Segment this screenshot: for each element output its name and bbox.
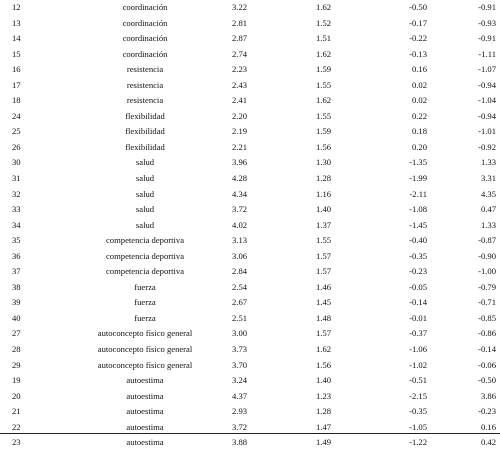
mean-cell: 3.73 <box>232 344 248 355</box>
factor-cell: autoestima <box>126 406 164 417</box>
table-row <box>0 202 500 218</box>
mean-cell: 2.41 <box>232 95 248 106</box>
kurtosis-cell: -0.93 <box>478 17 496 28</box>
table-row <box>0 93 500 109</box>
skewness-cell: -0.05 <box>409 281 427 292</box>
skewness-cell: -0.14 <box>409 297 427 308</box>
mean-cell: 3.70 <box>232 359 248 370</box>
skewness-cell: -2.11 <box>409 188 427 199</box>
table-row <box>0 373 500 389</box>
factor-cell: autoconcepto físico general <box>97 344 193 355</box>
standard-deviation-cell: 1.57 <box>316 250 332 261</box>
standard-deviation-cell: 1.37 <box>316 219 332 230</box>
table-row <box>0 404 500 420</box>
standard-deviation-cell: 1.57 <box>316 266 332 277</box>
factor-cell: competencia deportiva <box>105 266 185 277</box>
factor-cell: autoconcepto físico general <box>97 328 193 339</box>
item-number-cell: 20 <box>12 390 21 401</box>
mean-cell: 4.02 <box>232 219 248 230</box>
kurtosis-cell: -1.07 <box>478 64 496 75</box>
table-row <box>0 187 500 203</box>
kurtosis-cell: -0.94 <box>478 79 496 90</box>
factor-cell: salud <box>135 188 155 199</box>
factor-cell: salud <box>135 204 155 215</box>
standard-deviation-cell: 1.56 <box>316 141 332 152</box>
standard-deviation-cell: 1.56 <box>316 359 332 370</box>
mean-cell: 3.96 <box>232 157 248 168</box>
standard-deviation-cell: 1.62 <box>316 2 332 12</box>
item-number-cell: 32 <box>12 188 21 199</box>
kurtosis-cell: -0.14 <box>478 344 496 355</box>
factor-cell: flexibilidad <box>125 126 165 137</box>
mean-cell: 2.87 <box>232 33 248 44</box>
item-number-cell: 36 <box>12 250 21 261</box>
kurtosis-cell: -0.91 <box>478 33 496 44</box>
factor-cell: coordinación <box>122 2 168 12</box>
mean-cell: 2.19 <box>232 126 248 137</box>
skewness-cell: -1.35 <box>409 157 427 168</box>
kurtosis-cell: -0.92 <box>478 141 496 152</box>
mean-cell: 2.81 <box>232 17 248 28</box>
factor-cell: flexibilidad <box>125 110 165 121</box>
kurtosis-cell: -0.71 <box>478 297 496 308</box>
standard-deviation-cell: 1.28 <box>316 406 332 417</box>
skewness-cell: -1.06 <box>409 344 427 355</box>
skewness-cell: -0.35 <box>409 250 427 261</box>
mean-cell: 3.06 <box>232 250 248 261</box>
factor-cell: autoestima <box>126 375 164 386</box>
skewness-cell: -0.37 <box>409 328 427 339</box>
kurtosis-cell: -0.90 <box>478 250 496 261</box>
mean-cell: 4.28 <box>232 173 248 184</box>
table-row <box>0 295 500 311</box>
factor-cell: fuerza <box>134 297 156 308</box>
item-number-cell: 12 <box>12 2 21 12</box>
item-number-cell: 21 <box>12 406 21 417</box>
standard-deviation-cell: 1.45 <box>316 297 332 308</box>
mean-cell: 3.22 <box>232 2 248 12</box>
kurtosis-cell: 1.33 <box>480 157 496 168</box>
mean-cell: 2.84 <box>232 266 248 277</box>
kurtosis-cell: -0.94 <box>478 110 496 121</box>
standard-deviation-cell: 1.52 <box>316 17 332 28</box>
factor-cell: salud <box>135 173 155 184</box>
standard-deviation-cell: 1.59 <box>316 126 332 137</box>
standard-deviation-cell: 1.16 <box>316 188 332 199</box>
factor-cell: flexibilidad <box>125 141 165 152</box>
factor-cell: coordinación <box>122 17 168 28</box>
skewness-cell: -1.99 <box>409 173 427 184</box>
table-row <box>0 31 500 47</box>
skewness-cell: 0.22 <box>411 110 427 121</box>
standard-deviation-cell: 1.62 <box>316 344 332 355</box>
item-number-cell: 34 <box>12 219 21 230</box>
standard-deviation-cell: 1.62 <box>316 48 332 59</box>
kurtosis-cell: 4.35 <box>480 188 496 199</box>
table-row <box>0 233 500 249</box>
kurtosis-cell: 3.86 <box>480 390 496 401</box>
kurtosis-cell: 0.47 <box>480 204 496 215</box>
item-number-cell: 40 <box>12 312 21 323</box>
item-number-cell: 16 <box>12 64 21 75</box>
item-number-cell: 26 <box>12 141 21 152</box>
item-number-cell: 23 <box>12 437 21 448</box>
skewness-cell: -0.51 <box>409 375 427 386</box>
factor-cell: coordinación <box>122 48 168 59</box>
item-number-cell: 22 <box>12 421 21 432</box>
table-row <box>0 0 500 16</box>
factor-cell: autoestima <box>126 421 164 432</box>
mean-cell: 2.67 <box>232 297 248 308</box>
skewness-cell: -1.02 <box>409 359 427 370</box>
standard-deviation-cell: 1.46 <box>316 281 332 292</box>
skewness-cell: -0.23 <box>409 266 427 277</box>
standard-deviation-cell: 1.23 <box>316 390 332 401</box>
factor-cell: fuerza <box>134 312 156 323</box>
factor-cell: autoestima <box>126 437 164 448</box>
item-number-cell: 27 <box>12 328 21 339</box>
mean-cell: 2.74 <box>232 48 248 59</box>
kurtosis-cell: -1.11 <box>478 48 496 59</box>
mean-cell: 2.20 <box>232 110 248 121</box>
skewness-cell: 0.02 <box>411 79 427 90</box>
item-number-cell: 15 <box>12 48 21 59</box>
kurtosis-cell: -1.01 <box>478 126 496 137</box>
table-row <box>0 140 500 156</box>
item-number-cell: 19 <box>12 375 21 386</box>
item-number-cell: 29 <box>12 359 21 370</box>
kurtosis-cell: -0.86 <box>478 328 496 339</box>
skewness-cell: -0.01 <box>409 312 427 323</box>
factor-cell: salud <box>135 157 155 168</box>
standard-deviation-cell: 1.51 <box>316 33 332 44</box>
skewness-cell: 0.20 <box>411 141 427 152</box>
kurtosis-cell: -0.85 <box>478 312 496 323</box>
kurtosis-cell: -0.50 <box>478 375 496 386</box>
standard-deviation-cell: 1.57 <box>316 328 332 339</box>
item-number-cell: 38 <box>12 281 21 292</box>
factor-cell: competencia deportiva <box>105 235 185 246</box>
kurtosis-cell: 0.42 <box>480 437 496 448</box>
table-row <box>0 171 500 187</box>
table-row <box>0 155 500 171</box>
skewness-cell: -1.22 <box>409 437 427 448</box>
table-row <box>0 109 500 125</box>
kurtosis-cell: 3.31 <box>480 173 496 184</box>
standard-deviation-cell: 1.55 <box>316 79 332 90</box>
skewness-cell: -1.08 <box>409 204 427 215</box>
skewness-cell: -0.13 <box>409 48 427 59</box>
kurtosis-cell: -0.87 <box>478 235 496 246</box>
standard-deviation-cell: 1.62 <box>316 95 332 106</box>
table-row <box>0 47 500 63</box>
table-row <box>0 358 500 374</box>
factor-cell: competencia deportiva <box>105 250 185 261</box>
mean-cell: 2.21 <box>232 141 248 152</box>
table-row <box>0 218 500 234</box>
mean-cell: 3.24 <box>232 375 248 386</box>
skewness-cell: 0.02 <box>411 95 427 106</box>
kurtosis-cell: -0.23 <box>478 406 496 417</box>
mean-cell: 3.72 <box>232 421 248 432</box>
table-row <box>0 389 500 405</box>
kurtosis-cell: -1.04 <box>478 95 496 106</box>
mean-cell: 3.88 <box>232 437 248 448</box>
skewness-cell: -0.17 <box>409 17 427 28</box>
factor-cell: autoconcepto físico general <box>97 359 193 370</box>
item-number-cell: 28 <box>12 344 21 355</box>
table-row <box>0 311 500 327</box>
standard-deviation-cell: 1.40 <box>316 204 332 215</box>
item-number-cell: 24 <box>12 110 21 121</box>
standard-deviation-cell: 1.47 <box>316 421 332 432</box>
item-number-cell: 35 <box>12 235 21 246</box>
standard-deviation-cell: 1.49 <box>316 437 332 448</box>
table-row <box>0 264 500 280</box>
factor-cell: resistencia <box>126 95 164 106</box>
factor-cell: coordinación <box>122 33 168 44</box>
mean-cell: 2.93 <box>232 406 248 417</box>
skewness-cell: -2.15 <box>409 390 427 401</box>
factor-cell: autoestima <box>126 390 164 401</box>
item-number-cell: 33 <box>12 204 21 215</box>
kurtosis-cell: -0.06 <box>478 359 496 370</box>
item-number-cell: 14 <box>12 33 21 44</box>
skewness-cell: -0.40 <box>409 235 427 246</box>
table-bottom-rule <box>0 433 500 434</box>
table-row <box>0 280 500 296</box>
item-number-cell: 13 <box>12 17 21 28</box>
table-row <box>0 249 500 265</box>
skewness-cell: -0.22 <box>409 33 427 44</box>
item-number-cell: 17 <box>12 79 21 90</box>
skewness-cell: -1.45 <box>409 219 427 230</box>
table-row <box>0 62 500 78</box>
mean-cell: 2.51 <box>232 312 248 323</box>
skewness-cell: -0.50 <box>409 2 427 12</box>
table-row <box>0 326 500 342</box>
standard-deviation-cell: 1.30 <box>316 157 332 168</box>
item-number-cell: 18 <box>12 95 21 106</box>
standard-deviation-cell: 1.28 <box>316 173 332 184</box>
mean-cell: 3.00 <box>232 328 248 339</box>
standard-deviation-cell: 1.55 <box>316 110 332 121</box>
factor-cell: salud <box>135 219 155 230</box>
item-number-cell: 39 <box>12 297 21 308</box>
mean-cell: 3.72 <box>232 204 248 215</box>
standard-deviation-cell: 1.55 <box>316 235 332 246</box>
kurtosis-cell: 0.16 <box>480 421 496 432</box>
item-number-cell: 30 <box>12 157 21 168</box>
skewness-cell: -1.05 <box>409 421 427 432</box>
mean-cell: 4.37 <box>232 390 248 401</box>
kurtosis-cell: -1.00 <box>478 266 496 277</box>
standard-deviation-cell: 1.59 <box>316 64 332 75</box>
mean-cell: 2.54 <box>232 281 248 292</box>
standard-deviation-cell: 1.48 <box>316 312 332 323</box>
factor-cell: fuerza <box>134 281 156 292</box>
mean-cell: 3.13 <box>232 235 248 246</box>
skewness-cell: -0.35 <box>409 406 427 417</box>
mean-cell: 2.23 <box>232 64 248 75</box>
skewness-cell: 0.16 <box>411 64 427 75</box>
table-row <box>0 16 500 32</box>
item-number-cell: 31 <box>12 173 21 184</box>
kurtosis-cell: 1.33 <box>480 219 496 230</box>
table-row <box>0 78 500 94</box>
mean-cell: 2.43 <box>232 79 248 90</box>
table-row <box>0 124 500 140</box>
table-row <box>0 342 500 358</box>
standard-deviation-cell: 1.40 <box>316 375 332 386</box>
kurtosis-cell: -0.91 <box>478 2 496 12</box>
skewness-cell: 0.18 <box>411 126 427 137</box>
item-number-cell: 25 <box>12 126 21 137</box>
mean-cell: 4.34 <box>232 188 248 199</box>
factor-cell: resistencia <box>126 64 164 75</box>
kurtosis-cell: -0.79 <box>478 281 496 292</box>
factor-cell: resistencia <box>126 79 164 90</box>
item-number-cell: 37 <box>12 266 21 277</box>
